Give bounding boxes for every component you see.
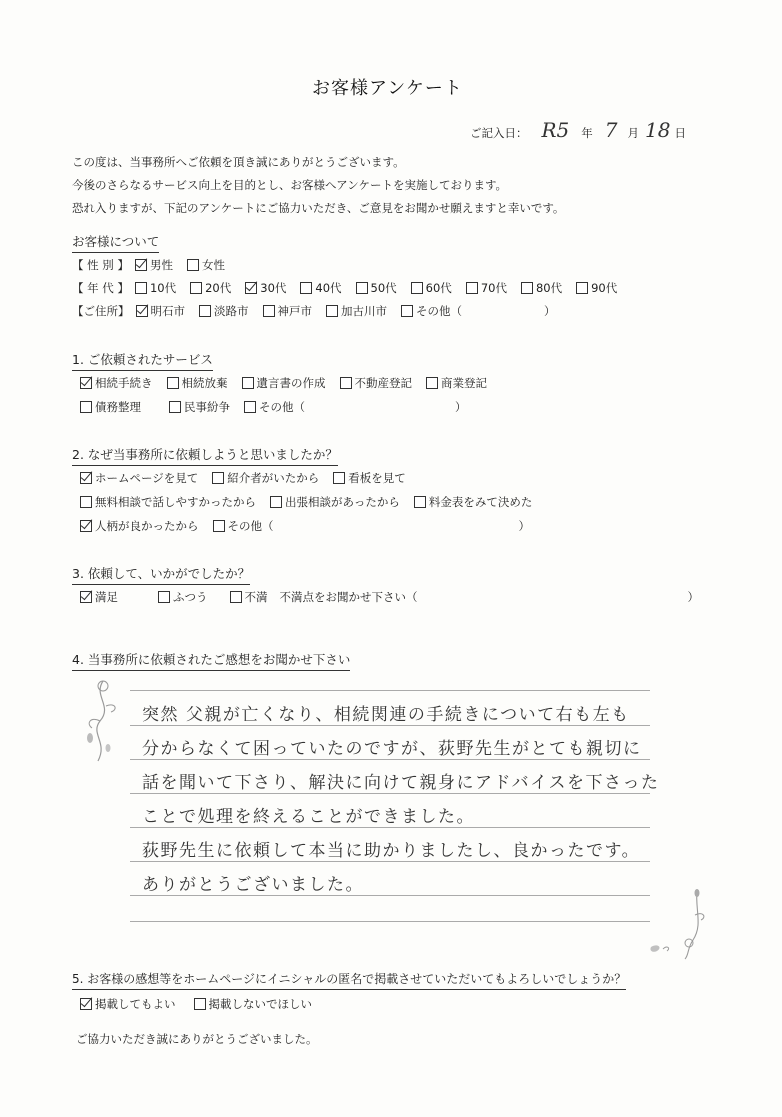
answer-line bbox=[130, 827, 650, 828]
q2-row-2 bbox=[80, 494, 546, 510]
answer-line bbox=[130, 759, 650, 760]
q2-row-1 bbox=[80, 470, 420, 486]
q1-commercial-label: 商業登記 bbox=[441, 376, 487, 390]
q1-other-checkbox[interactable] bbox=[244, 401, 256, 413]
date-year-unit: 年 bbox=[581, 126, 593, 140]
q1-renunciation-label: 相続放棄 bbox=[181, 376, 228, 390]
q1-civil-label: 民事紛争 bbox=[184, 400, 230, 414]
answer-line bbox=[130, 690, 650, 691]
gender-label: 【 性 別 】 bbox=[72, 258, 129, 272]
age-label: 【 年 代 】 bbox=[72, 281, 129, 295]
date-month-unit: 月 bbox=[627, 126, 640, 140]
q3-heading: 3. 依頼して、いかがでしたか？ bbox=[72, 564, 250, 585]
q1-row-2 bbox=[80, 399, 467, 415]
q2-other-label: その他（ bbox=[227, 519, 274, 533]
age-row bbox=[72, 280, 631, 296]
about-heading: お客様について bbox=[72, 232, 159, 253]
q2-homepage-label: ホームページを見て bbox=[95, 471, 199, 485]
q2-other-close: ） bbox=[518, 519, 530, 533]
answer-line bbox=[130, 861, 650, 862]
date-day: 18 bbox=[645, 118, 671, 142]
q3-satisfied-checkbox[interactable] bbox=[80, 591, 92, 603]
q1-row-1 bbox=[80, 375, 501, 391]
address-kobe-checkbox[interactable] bbox=[263, 305, 275, 317]
q1-civil-checkbox[interactable] bbox=[169, 401, 181, 413]
floral-decoration-right-icon bbox=[645, 885, 715, 960]
age-60-label: 60代 bbox=[425, 281, 452, 295]
answer-text-line-5: 荻野先生に依頼して本当に助かりましたし、良かったです。 bbox=[142, 841, 641, 861]
q2-signboard-checkbox[interactable] bbox=[333, 472, 345, 484]
age-40-label: 40代 bbox=[315, 281, 342, 295]
answer-line bbox=[130, 921, 650, 922]
gender-row bbox=[72, 257, 239, 273]
answer-line bbox=[130, 725, 650, 726]
q1-renunciation-checkbox[interactable] bbox=[167, 377, 179, 389]
q2-freeconsult-label: 無料相談で話しやすかったから bbox=[95, 495, 256, 509]
q3-normal-checkbox[interactable] bbox=[158, 591, 170, 603]
age-30-label: 30代 bbox=[260, 281, 287, 295]
address-other-label: その他（ bbox=[416, 304, 462, 318]
intro-line-2: 今後のさらなるサービス向上を目的とし、お客様へアンケートを実施しております。 bbox=[72, 178, 508, 192]
gender-male-checkbox[interactable] bbox=[135, 259, 147, 271]
age-20-label: 20代 bbox=[205, 281, 232, 295]
q2-personality-checkbox[interactable] bbox=[80, 520, 92, 532]
q1-debt-label: 債務整理 bbox=[95, 400, 141, 414]
date-row bbox=[470, 118, 686, 142]
q5-deny-label: 掲載しないでほしい bbox=[208, 997, 312, 1011]
q2-referral-label: 紹介者がいたから bbox=[227, 471, 320, 485]
gender-male-label: 男性 bbox=[149, 258, 173, 272]
address-akashi-label: 明石市 bbox=[150, 304, 185, 318]
date-day-unit: 日 bbox=[674, 126, 686, 140]
address-awaji-label: 淡路市 bbox=[214, 304, 249, 318]
age-50-checkbox[interactable] bbox=[356, 282, 368, 294]
answer-text-line-6: ありがとうございました。 bbox=[142, 875, 364, 895]
q5-heading: 5. お客様の感想等をホームページにイニシャルの匿名で掲載させていただいてもよろしいでしょうか？ bbox=[72, 970, 626, 990]
q1-realestate-checkbox[interactable] bbox=[340, 377, 352, 389]
answer-text-line-3: 話を聞いて下さり、解決に向けて親身にアドバイスを下さった bbox=[142, 773, 660, 793]
gender-female-checkbox[interactable] bbox=[187, 259, 199, 271]
floral-decoration-left-icon bbox=[78, 676, 128, 766]
address-kobe-label: 神戸市 bbox=[277, 304, 312, 318]
q2-visit-checkbox[interactable] bbox=[270, 496, 282, 508]
q3-note-close: ） bbox=[687, 590, 699, 604]
q2-heading: 2. なぜ当事務所に依頼しようと思いましたか？ bbox=[72, 445, 338, 466]
q2-other-checkbox[interactable] bbox=[213, 520, 225, 532]
age-90-checkbox[interactable] bbox=[576, 282, 588, 294]
answer-text-line-2: 分からなくて困っていたのですが、荻野先生がとても親切に bbox=[142, 739, 642, 759]
age-70-checkbox[interactable] bbox=[466, 282, 478, 294]
q1-other-close: ） bbox=[455, 400, 467, 414]
age-30-checkbox[interactable] bbox=[245, 282, 257, 294]
q1-heading: 1. ご依頼されたサービス bbox=[72, 350, 213, 371]
age-10-checkbox[interactable] bbox=[135, 282, 147, 294]
intro-line-3: 恐れ入りますが、下記のアンケートにご協力いただき、ご意見をお聞かせ願えますと幸いです。 bbox=[72, 201, 565, 215]
gender-female-label: 女性 bbox=[201, 258, 225, 272]
age-70-label: 70代 bbox=[480, 281, 507, 295]
closing-text: ご協力いただき誠にありがとうございました。 bbox=[76, 1032, 318, 1046]
q1-other-label: その他（ bbox=[259, 400, 305, 414]
q2-row-3 bbox=[80, 518, 530, 534]
age-90-label: 90代 bbox=[591, 281, 618, 295]
age-60-checkbox[interactable] bbox=[411, 282, 423, 294]
q3-row bbox=[80, 589, 699, 605]
age-80-label: 80代 bbox=[535, 281, 563, 295]
q1-commercial-checkbox[interactable] bbox=[426, 377, 438, 389]
q2-visit-label: 出張相談があったから bbox=[285, 495, 400, 509]
answer-line bbox=[130, 895, 650, 896]
q1-inheritance-label: 相続手続き bbox=[95, 376, 153, 390]
date-label: ご記入日： bbox=[470, 126, 528, 140]
q2-homepage-checkbox[interactable] bbox=[80, 472, 92, 484]
q5-deny-checkbox[interactable] bbox=[194, 998, 206, 1010]
address-row bbox=[72, 303, 556, 319]
q2-signboard-label: 看板を見て bbox=[348, 471, 406, 485]
age-50-label: 50代 bbox=[370, 281, 397, 295]
q1-inheritance-checkbox[interactable] bbox=[80, 377, 92, 389]
date-month: 7 bbox=[604, 118, 618, 142]
q5-allow-checkbox[interactable] bbox=[80, 998, 92, 1010]
q3-normal-label: ふつう bbox=[173, 590, 208, 604]
q1-will-checkbox[interactable] bbox=[242, 377, 254, 389]
age-10-label: 10代 bbox=[149, 281, 177, 295]
answer-line bbox=[130, 793, 650, 794]
page-title: お客様アンケート bbox=[312, 78, 463, 99]
answer-text-line-4: ことで処理を終えることができました。 bbox=[142, 807, 475, 827]
address-kakogawa-checkbox[interactable] bbox=[326, 305, 338, 317]
q1-realestate-label: 不動産登記 bbox=[354, 376, 412, 390]
answer-text-line-1: 突然 父親が亡くなり、相続関連の手続きについて右も左も bbox=[142, 705, 630, 725]
q4-heading: 4. 当事務所に依頼されたご感想をお聞かせ下さい bbox=[72, 650, 350, 671]
intro-line-1: この度は、当事務所へご依頼を頂き誠にありがとうございます。 bbox=[72, 155, 405, 169]
address-label: 【ご住所】 bbox=[72, 304, 130, 318]
age-20-checkbox[interactable] bbox=[190, 282, 202, 294]
q2-pricelist-checkbox[interactable] bbox=[414, 496, 426, 508]
q1-will-label: 遺言書の作成 bbox=[256, 376, 326, 390]
q3-satisfied-label: 満足 bbox=[95, 590, 118, 604]
q1-debt-checkbox[interactable] bbox=[80, 401, 92, 413]
q3-dissatisfied-label: 不満 bbox=[244, 590, 268, 604]
q2-referral-checkbox[interactable] bbox=[212, 472, 224, 484]
q2-personality-label: 人柄が良かったから bbox=[95, 519, 199, 533]
address-other-checkbox[interactable] bbox=[401, 305, 413, 317]
q2-freeconsult-checkbox[interactable] bbox=[80, 496, 92, 508]
address-kakogawa-label: 加古川市 bbox=[341, 304, 387, 318]
q2-pricelist-label: 料金表をみて決めた bbox=[428, 495, 533, 509]
address-awaji-checkbox[interactable] bbox=[199, 305, 211, 317]
q5-allow-label: 掲載してもよい bbox=[95, 997, 176, 1011]
address-akashi-checkbox[interactable] bbox=[136, 305, 148, 317]
q5-row bbox=[80, 996, 326, 1012]
address-other-close: ） bbox=[544, 304, 556, 318]
q3-dissatisfied-checkbox[interactable] bbox=[230, 591, 242, 603]
q3-note: 不満点をお聞かせ下さい（ bbox=[279, 590, 418, 604]
age-40-checkbox[interactable] bbox=[300, 282, 312, 294]
date-era: R5 bbox=[541, 118, 570, 142]
age-80-checkbox[interactable] bbox=[521, 282, 533, 294]
